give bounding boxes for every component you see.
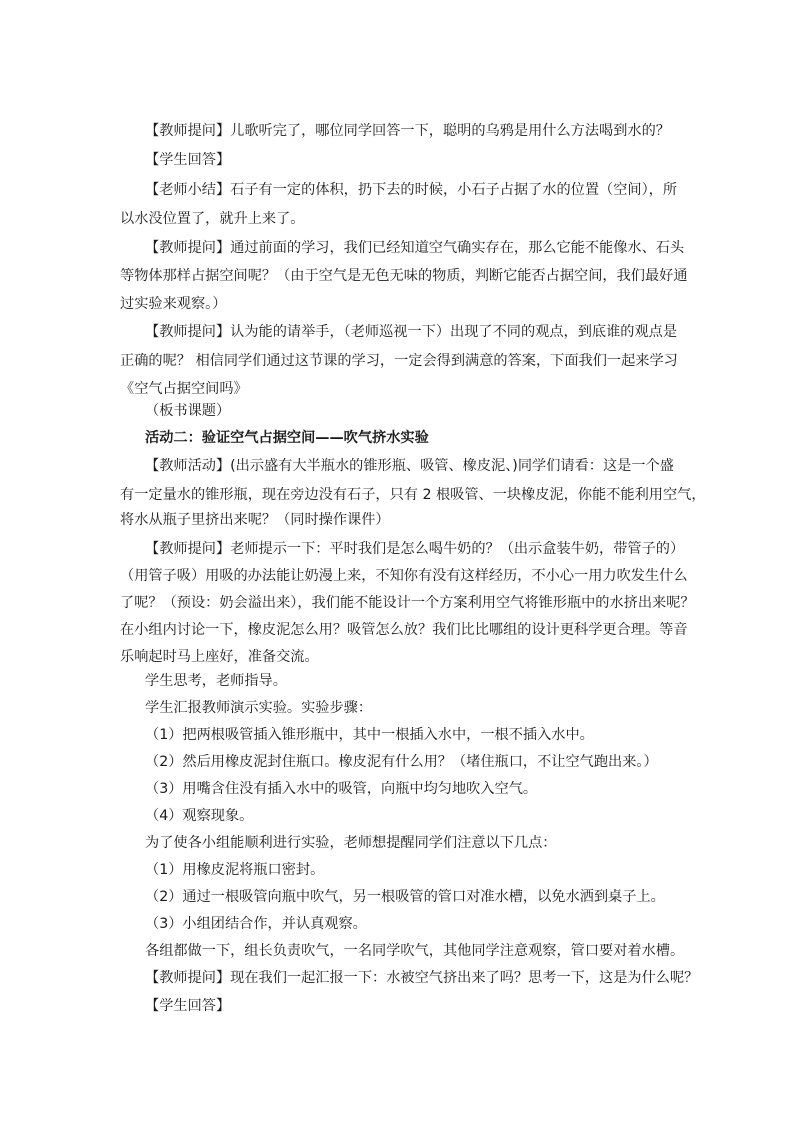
text-line: 【学生回答】 bbox=[145, 152, 231, 168]
text-line: 【教师活动】(出示盛有大半瓶水的锥形瓶、吸管、橡皮泥、)同学们请看：这是一个盛 bbox=[145, 458, 674, 474]
text-line: 乐响起时马上座好，准备交流。 bbox=[120, 649, 319, 665]
text-line: 过实验来观察。） bbox=[120, 296, 227, 312]
text-line: （4）观察现象。 bbox=[145, 808, 254, 824]
text-line: （2）通过一根吸管向瓶中吹气，另一根吸管的管口对准水槽，以免水洒到桌子上。 bbox=[145, 889, 665, 905]
text-line: 将水从瓶子里挤出来呢？（同时操作课件） bbox=[120, 512, 390, 528]
text-line: （1）用橡皮泥将瓶口密封。 bbox=[145, 862, 325, 878]
text-line: 学生思考，老师指导。 bbox=[145, 673, 287, 689]
text-line: （1）把两根吸管插入锥形瓶中，其中一根插入水中，一根不插入水中。 bbox=[145, 727, 594, 743]
text-line: 【教师提问】通过前面的学习，我们已经知道空气确实存在，那么它能不能像水、石头 bbox=[145, 240, 685, 256]
text-line: 【教师提问】现在我们一起汇报一下：水被空气挤出来了吗？思考一下，这是为什么呢？ bbox=[145, 970, 699, 986]
text-line: 【教师提问】儿歌听完了，哪位同学回答一下，聪明的乌鸦是用什么方法喝到水的？ bbox=[145, 123, 670, 139]
text-line: 以水没位置了，就升上来了。 bbox=[120, 211, 305, 227]
text-line: 有一定量水的锥形瓶，现在旁边没有石子，只有 2 根吸管、一块橡皮泥，你能不能利用空气， bbox=[120, 487, 706, 503]
text-line: （2）然后用橡皮泥封住瓶口。橡皮泥有什么用？（堵住瓶口，不让空气跑出来。） bbox=[145, 754, 658, 770]
text-line: 【老师小结】石子有一定的体积，扔下去的时候，小石子占据了水的位置（空间），所 bbox=[145, 182, 678, 198]
text-line: 在小组内讨论一下，橡皮泥怎么用？吸管怎么放？我们比比哪组的设计更科学更合理。等音 bbox=[120, 622, 688, 638]
text-line: （板书课题） bbox=[145, 403, 231, 419]
text-line: 【教师提问】认为能的请举手，（老师巡视一下）出现了不同的观点，到底谁的观点是 bbox=[145, 324, 678, 340]
text-line: 【学生回答】 bbox=[145, 998, 231, 1014]
text-line: （3）小组团结合作，并认真观察。 bbox=[145, 916, 367, 932]
text-line: （用管子吸）用吸的办法能让奶漫上来，不知你有没有这样经历，不小心一用力吹发生什么 bbox=[120, 568, 688, 584]
text-line: 《空气占据空间吗》 bbox=[120, 381, 248, 397]
section-heading: 活动二：验证空气占据空间——吹气挤水实验 bbox=[145, 430, 429, 446]
text-line: 学生汇报教师演示实验。实验步骤： bbox=[145, 700, 373, 716]
text-line: 正确的呢？ 相信同学们通过这节课的学习，一定会得到满意的答案，下面我们一起来学习 bbox=[120, 353, 678, 369]
text-line: 各组都做一下，组长负责吹气，一名同学吹气，其他同学注意观察，管口要对着水槽。 bbox=[145, 943, 685, 959]
text-line: 等物体那样占据空间呢？（由于空气是无色无味的物质，判断它能否占据空间，我们最好通 bbox=[120, 268, 688, 284]
text-line: （3）用嘴含住没有插入水中的吸管，向瓶中均匀地吹入空气。 bbox=[145, 781, 538, 797]
text-line: 了呢？（预设：奶会溢出来），我们能不能设计一个方案利用空气将锥形瓶中的水挤出来呢？ bbox=[120, 595, 695, 611]
text-line: 【教师提问】老师提示一下：平时我们是怎么喝牛奶的？（出示盒装牛奶，带管子的） bbox=[145, 541, 685, 557]
text-line: 为了使各小组能顺利进行实验，老师想提醒同学们注意以下几点： bbox=[145, 835, 557, 851]
